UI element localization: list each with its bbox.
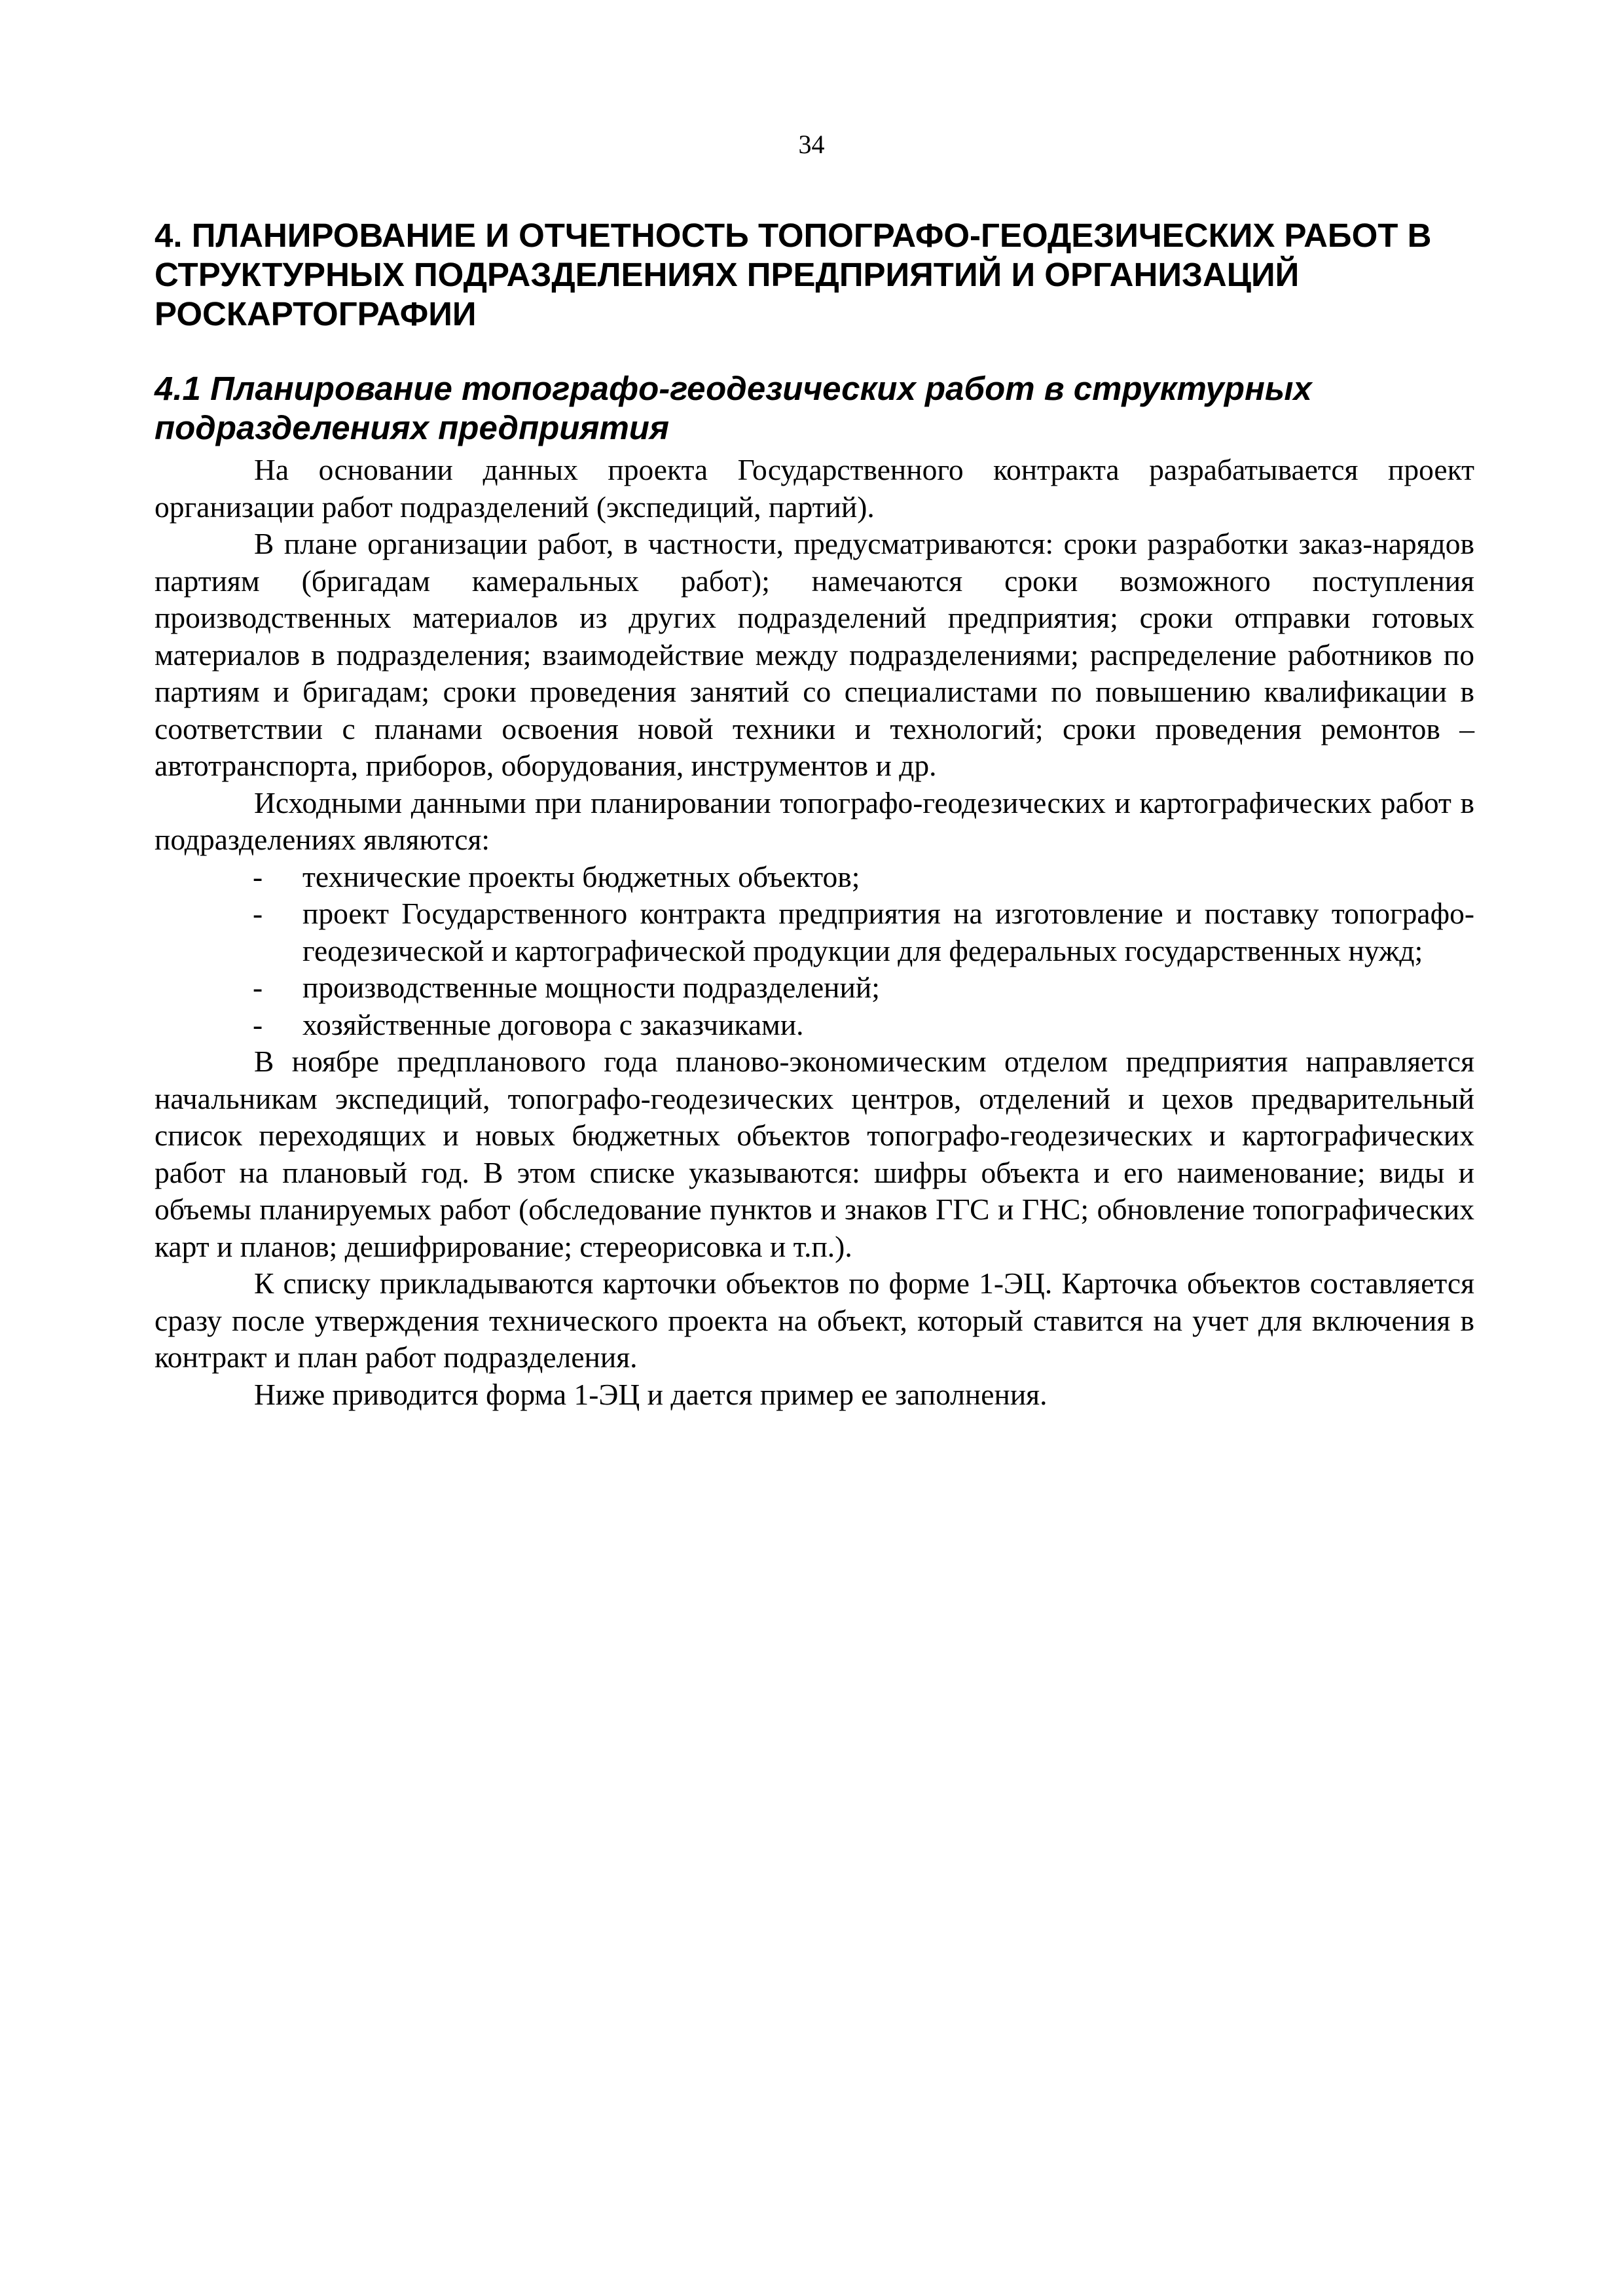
paragraph: К списку прикладываются карточки объектов по форме 1-ЭЦ. Карточка объектов составляется сразу после утверждения технического проекта на объект, который ставится на учет для включения в контракт и план работ подразделения.	[155, 1266, 1474, 1374]
list-item	[155, 895, 1474, 969]
chapter-title: 4. ПЛАНИРОВАНИЕ И ОТЧЕТНОСТЬ ТОПОГРАФО-ГЕОДЕЗИЧЕСКИХ РАБОТ В СТРУКТУРНЫХ ПОДРАЗДЕЛЕНИЯХ ПРЕДПРИЯТИЙ И ОРГАНИЗАЦИЙ РОСКАРТОГРАФИИ	[155, 217, 1432, 332]
paragraph: Ниже приводится форма 1-ЭЦ и дается пример ее заполнения.	[254, 1377, 1048, 1411]
list-marker: -	[253, 859, 263, 893]
page-content	[155, 216, 1474, 1413]
list-item-text: проект Государственного контракта предприятия на изготовление и поставку топографо-геодезической и картографической продукции для федеральных государственных нужд;	[302, 897, 1474, 967]
paragraph: В плане организации работ, в частности, предусматриваются: сроки разработки заказ-нарядов партиям (бригадам камеральных работ); намечаются сроки возможного поступления производственных материалов из других подразделений предприятия; сроки отправки готовых материалов в подразделения; взаимодействие между подразделениями; распределение работников по партиям и бригадам; сроки проведения занятий со специалистами по повышению квалификации в соответствии с планами освоения новой техники и технологий; сроки проведения ремонтов – автотранспорта, приборов, оборудования, инструментов и др.	[155, 527, 1474, 782]
section-title: 4.1 Планирование топографо-геодезических работ в структурных подразделениях предприятия	[155, 370, 1312, 446]
list-item	[155, 969, 1474, 1007]
list-marker: -	[253, 971, 263, 1004]
page-number: 34	[798, 130, 825, 159]
source-data-list	[155, 859, 1474, 1044]
paragraph: В ноябре предпланового года планово-экономическим отделом предприятия направляется начальникам экспедиций, топографо-геодезических центров, отделений и цехов предварительный список переходящих и новых бюджетных объектов топографо-геодезических и картографических работ на плановый год. В этом списке указываются: шифры объекта и его наименование; виды и объемы планируемых работ (обследование пунктов и знаков ГГС и ГНС; обновление топографических карт и планов; дешифрирование; стереорисовка и т.п.).	[155, 1045, 1474, 1263]
list-item-text: производственные мощности подразделений;	[302, 971, 880, 1004]
list-item-text: технические проекты бюджетных объектов;	[302, 859, 860, 893]
paragraph: Исходными данными при планировании топографо-геодезических и картографических работ в подразделениях являются:	[155, 785, 1474, 856]
list-item	[155, 1007, 1474, 1044]
list-marker: -	[253, 897, 263, 930]
body-text	[155, 452, 1474, 1413]
paragraph: На основании данных проекта Государственного контракта разрабатывается проект организации работ подразделений (экспедиций, партий).	[155, 453, 1474, 524]
list-item	[155, 859, 1474, 896]
list-marker: -	[253, 1007, 263, 1041]
list-item-text: хозяйственные договора с заказчиками.	[302, 1007, 804, 1041]
